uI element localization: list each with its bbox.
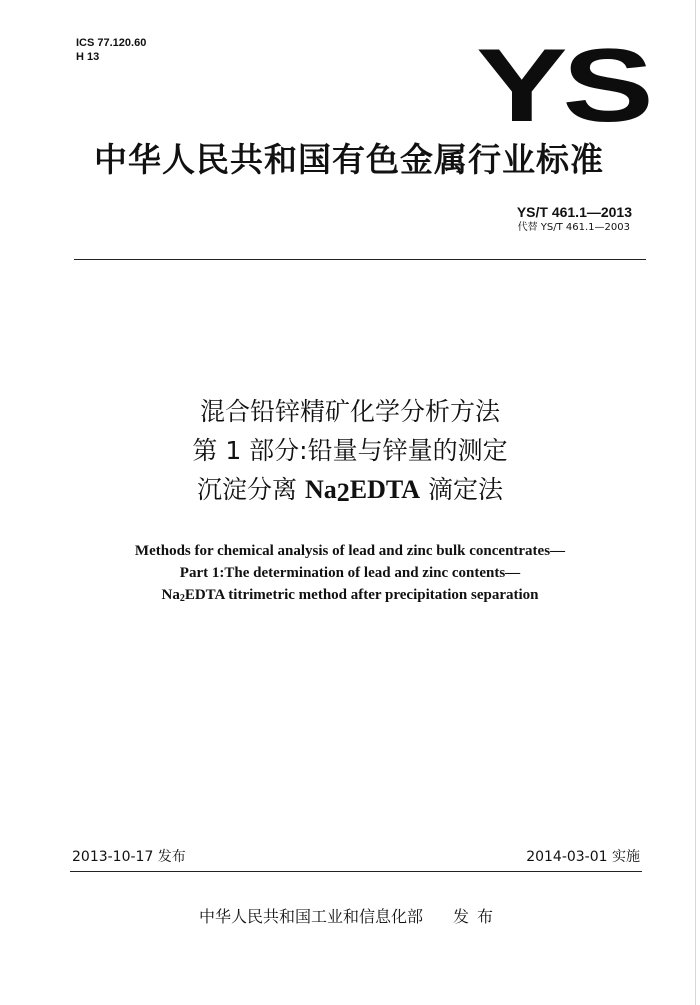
chinese-title-line-3-suffix: 滴定法 [420,475,503,504]
page-edge-line [695,0,696,1005]
publisher-line [40,906,660,928]
ccs-code: H 13 [76,51,100,63]
chinese-title-line-3 [40,470,660,512]
issue-date: 2013-10-17 发布 [72,849,186,865]
standard-category-title: 中华人民共和国有色金属行业标准 [94,140,604,179]
english-title-line-3 [40,584,660,610]
english-title [40,540,660,610]
chinese-title-line-2: 第 1 部分:铅量与锌量的测定 [192,436,508,465]
standard-number: YS/T 461.1—2013 [516,204,632,220]
english-formula-main: Na [161,587,180,603]
footer-divider [70,871,642,872]
header-divider [74,259,646,260]
english-title-line-3-tail: EDTA titrimetric method after precipitation separation [184,587,539,603]
chinese-title-line-1: 混合铅锌精矿化学分析方法 [199,397,500,426]
issue-word: 发布 [453,907,502,926]
formula-main: Na [304,475,337,504]
replaces-standard: 代替 YS/T 461.1—2003 [517,222,630,233]
classification-codes [76,36,146,64]
english-title-line-1: Methods for chemical analysis of lead and zinc bulk concentrates— [134,543,566,559]
formula-tail: EDTA [349,475,421,504]
english-formula-subscript: 2 [179,593,185,604]
chinese-title [40,392,660,512]
implementation-date: 2014-03-01 实施 [526,849,640,865]
english-title-line-2: Part 1:The determination of lead and zinc contents— [179,565,521,581]
formula-subscript: 2 [336,478,350,507]
issuing-authority: 中华人民共和国工业和信息化部 [198,907,423,926]
ics-code: ICS 77.120.60 [76,37,147,49]
chinese-title-line-3-prefix: 沉淀分离 [197,475,305,504]
ys-logo: YS [476,28,649,144]
